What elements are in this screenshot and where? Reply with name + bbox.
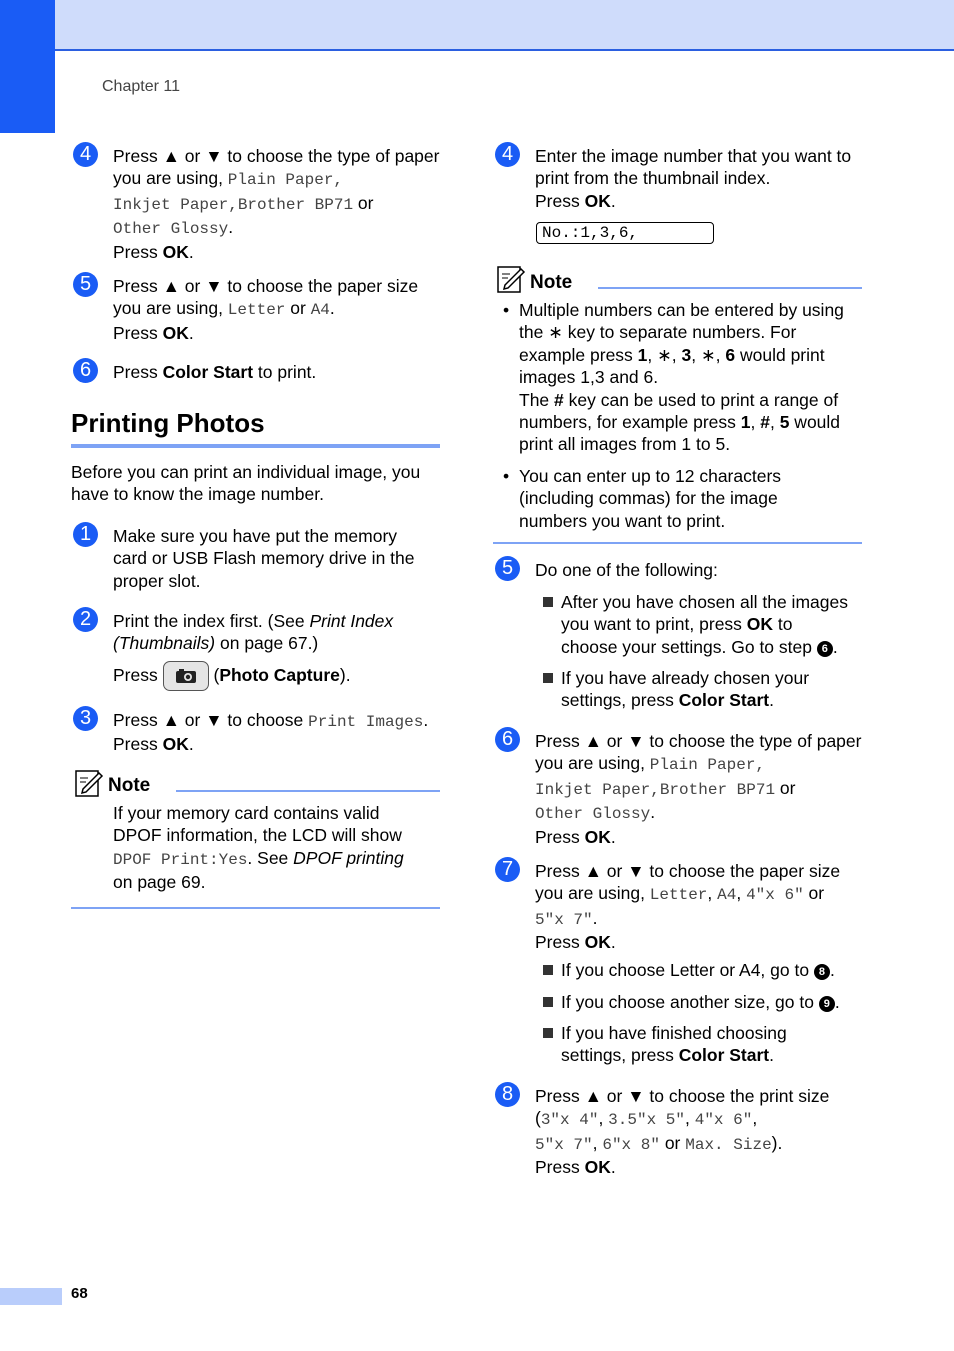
note-rule bbox=[493, 542, 862, 544]
note-icon bbox=[74, 768, 104, 798]
chapter-tab bbox=[0, 0, 55, 133]
chapter-label: Chapter 11 bbox=[102, 78, 180, 95]
note-title: Note bbox=[530, 272, 573, 293]
section-heading: Printing Photos bbox=[71, 408, 265, 438]
list-bullet bbox=[543, 965, 553, 975]
note-rule bbox=[598, 287, 862, 289]
step-marker: 6 bbox=[73, 358, 98, 383]
note-rule bbox=[71, 907, 440, 909]
footer-bar bbox=[0, 1288, 62, 1305]
step-text: Press Color Start to print. bbox=[113, 362, 317, 382]
step-text: Press (Photo Capture). bbox=[113, 660, 351, 691]
step-text: Press ▲ or ▼ to choose the paper size you are using, Letter or A4. Press OK. bbox=[113, 276, 419, 343]
heading-rule bbox=[71, 444, 440, 448]
note-title: Note bbox=[108, 775, 151, 796]
lcd-display: No.:1,3,6, bbox=[536, 222, 714, 244]
step-marker: 4 bbox=[73, 142, 98, 167]
step-text: Press ▲ or ▼ to choose the type of paper you are using, Plain Paper, Inkjet Paper,Brother BP71 or Other Glossy. Press OK. bbox=[113, 146, 440, 262]
step-marker: 8 bbox=[495, 1082, 520, 1107]
step-text: Press ▲ or ▼ to choose the print size (3"x 4", 3.5"x 5", 4"x 6", 5"x 7", 6"x 8" or Max. Size). Press OK. bbox=[535, 1086, 830, 1178]
step-marker: 7 bbox=[495, 857, 520, 882]
option-text: If you have finished choosing settings, press Color Start. bbox=[561, 1023, 787, 1066]
note-text: You can enter up to 12 characters (including commas) for the image numbers you want to print. bbox=[519, 466, 782, 531]
step-text: Enter the image number that you want to print from the thumbnail index. Press OK. bbox=[535, 146, 852, 211]
note-text: Multiple numbers can be entered by using the ∗ key to separate numbers. For example press 1, ∗, 3, ∗, 6 would print images 1,3 and 6. The # key can be used to print a range of numbers, for example press 1, #, 5 would print all images from 1 to 5. bbox=[519, 300, 844, 455]
step-marker: 6 bbox=[495, 727, 520, 752]
option-text: If you have already chosen your settings, press Color Start. bbox=[561, 668, 810, 711]
step-marker: 2 bbox=[73, 607, 98, 632]
step-marker: 4 bbox=[495, 142, 520, 167]
list-bullet bbox=[543, 597, 553, 607]
note-bullet: • bbox=[503, 466, 510, 486]
option-text: After you have chosen all the images you want to print, press OK to choose your settings. Go to step 6 . bbox=[561, 592, 848, 657]
camera-icon bbox=[175, 668, 197, 684]
list-bullet bbox=[543, 673, 553, 683]
step-marker: 1 bbox=[73, 522, 98, 547]
intro-text: Before you can print an individual image, you have to know the image number. bbox=[71, 462, 421, 505]
step-text: Do one of the following: bbox=[535, 560, 718, 580]
step-text: Press ▲ or ▼ to choose the paper size you are using, Letter, A4, 4"x 6" or 5"x 7". Press OK. bbox=[535, 861, 841, 953]
note-icon bbox=[496, 264, 526, 294]
step-text: Make sure you have put the memory card or USB Flash memory drive in the proper slot. bbox=[113, 526, 415, 591]
list-bullet bbox=[543, 1028, 553, 1038]
note-text: If your memory card contains valid DPOF information, the LCD will show DPOF Print:Yes. See DPOF printing on page 69. bbox=[113, 803, 404, 893]
list-bullet bbox=[543, 997, 553, 1007]
step-text: Press ▲ or ▼ to choose the type of paper you are using, Plain Paper, Inkjet Paper,Brother BP71 or Other Glossy. Press OK. bbox=[535, 731, 862, 847]
option-text: If you choose Letter or A4, go to 8 . bbox=[561, 960, 835, 980]
photo-capture-button[interactable] bbox=[163, 661, 209, 691]
step-text: Print the index first. (See Print Index (Thumbnails) on page 67.) bbox=[113, 611, 394, 654]
step-text: Press ▲ or ▼ to choose Print Images. Press OK. bbox=[113, 710, 429, 755]
step-marker: 5 bbox=[73, 272, 98, 297]
step-marker: 3 bbox=[73, 706, 98, 731]
step-marker: 5 bbox=[495, 556, 520, 581]
header-bar bbox=[0, 0, 954, 51]
page-number: 68 bbox=[71, 1285, 88, 1302]
option-text: If you choose another size, go to 9 . bbox=[561, 992, 840, 1012]
note-rule bbox=[176, 790, 440, 792]
note-bullet: • bbox=[503, 300, 510, 320]
